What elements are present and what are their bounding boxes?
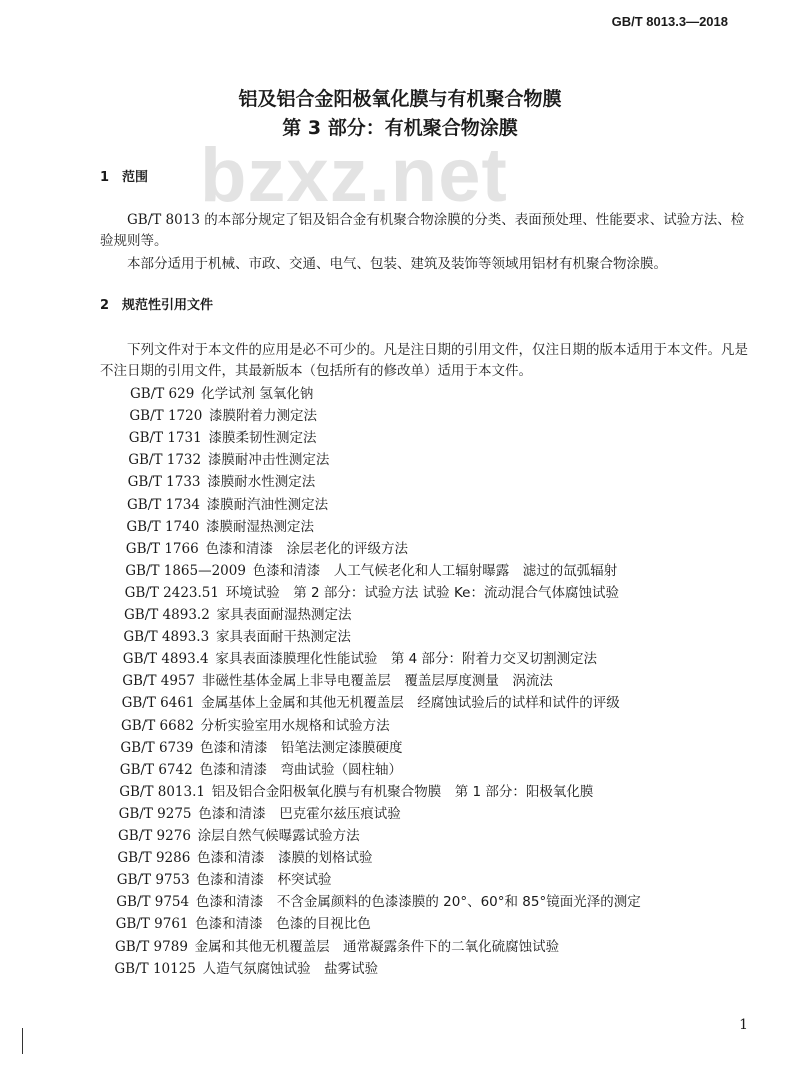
paragraph: 下列文件对于本文件的应用是必不可少的。凡是注日期的引用文件，仅注日期的版本适用于本文件。凡是不注日期的引用文件，其最新版本（包括所有的修改单）适用于本文件。: [100, 342, 748, 379]
reference-item: [119, 780, 593, 800]
reference-code: GB/T 9275: [118, 805, 192, 822]
reference-item: [120, 758, 402, 778]
reference-title: 金属和其他无机覆盖层 通常凝露条件下的二氧化硫腐蚀试验: [194, 938, 560, 955]
reference-item: [114, 957, 378, 977]
section-2-heading: [100, 294, 213, 313]
reference-item: [121, 714, 390, 734]
reference-item: [118, 824, 360, 844]
reference-title: 色漆和清漆 人工气候老化和人工辐射曝露 滤过的氙弧辐射: [252, 562, 618, 579]
reference-item: [117, 868, 332, 888]
reference-item: [130, 382, 313, 402]
reference-title: 色漆和清漆 杯突试验: [196, 872, 332, 889]
paragraph: GB/T 8013 的本部分规定了铝及铝合金有机聚合物涂膜的分类、表面预处理、性能要求、试验方法、检验规则等。: [100, 212, 745, 249]
reference-item: [126, 515, 314, 535]
reference-title: 化学试剂 氢氧化钠: [201, 386, 314, 402]
reference-code: GB/T 8013.1: [119, 783, 205, 800]
reference-code: GB/T 4957: [122, 673, 196, 690]
reference-item: [115, 935, 559, 955]
reference-item: [125, 581, 619, 601]
reference-code: GB/T 9754: [116, 894, 190, 911]
reference-item: [125, 559, 617, 579]
reference-title: 色漆和清漆 巴克霍尔兹压痕试验: [198, 805, 401, 822]
reference-code: GB/T 9753: [116, 872, 190, 889]
reference-code: GB/T 1732: [128, 452, 202, 469]
reference-title: 家具表面耐干热测定法: [215, 629, 351, 646]
reference-code: GB/T 9761: [115, 916, 189, 933]
section-1-heading: [100, 166, 148, 185]
section-title: 范围: [122, 170, 149, 185]
reference-item: [128, 448, 329, 468]
reference-item: [129, 426, 317, 446]
document-subtitle: 第 3 部分：有机聚合物涂膜: [282, 117, 518, 139]
reference-code: GB/T 629: [130, 386, 195, 402]
reference-item: [116, 890, 641, 910]
reference-code: GB/T 6739: [120, 739, 194, 756]
reference-title: 金属基体上金属和其他无机覆盖层 经腐蚀试验后的试样和试件的评级: [201, 695, 620, 712]
section-number: 1: [100, 170, 110, 185]
reference-title: 非磁性基体金属上非导电覆盖层 覆盖层厚度测量 涡流法: [201, 673, 553, 690]
reference-code: GB/T 1734: [127, 496, 200, 513]
watermark: bzxz.net: [200, 133, 508, 218]
reference-title: 分析实验室用水规格和试验方法: [200, 717, 390, 734]
section-title: 规范性引用文件: [122, 298, 214, 313]
document-title: 铝及铝合金阳极氧化膜与有机聚合物膜: [238, 88, 562, 110]
reference-title: 环境试验 第 2 部分：试验方法 试验 Ke：流动混合气体腐蚀试验: [225, 584, 619, 601]
reference-title: 漆膜耐冲击性测定法: [207, 452, 330, 469]
margin-mark: [22, 1028, 23, 1054]
reference-item: [124, 603, 352, 623]
reference-code: GB/T 4893.2: [124, 607, 210, 623]
reference-code: GB/T 2423.51: [124, 584, 219, 601]
reference-item: [123, 647, 597, 667]
standard-code: GB/T 8013.3—2018: [611, 14, 728, 29]
reference-item: [129, 404, 317, 424]
reference-title: 色漆和清漆 铅笔法测定漆膜硬度: [200, 739, 403, 756]
reference-item: [117, 846, 372, 866]
reference-item: [128, 470, 316, 490]
reference-code: GB/T 9789: [115, 938, 188, 955]
reference-code: GB/T 1733: [127, 474, 201, 491]
reference-title: 漆膜耐水性测定法: [207, 474, 316, 491]
reference-title: 铝及铝合金阳极氧化膜与有机聚合物膜 第 1 部分：阳极氧化膜: [211, 783, 594, 800]
reference-item: [127, 493, 328, 513]
reference-title: 漆膜柔韧性测定法: [208, 430, 317, 447]
reference-item: [116, 912, 371, 932]
reference-title: 漆膜耐汽油性测定法: [206, 496, 329, 513]
reference-title: 色漆和清漆 不含金属颜料的色漆漆膜的 20°、60°和 85°镜面光泽的测定: [195, 894, 641, 911]
reference-title: 人造气氛腐蚀试验 盐雾试验: [202, 960, 379, 977]
reference-code: GB/T 9276: [118, 828, 191, 844]
reference-code: GB/T 6742: [119, 761, 193, 778]
reference-item: [122, 669, 553, 689]
reference-code: GB/T 1720: [129, 408, 203, 425]
reference-item: [119, 802, 401, 822]
reference-item: [123, 625, 351, 645]
section-number: 2: [100, 298, 110, 313]
reference-title: 色漆和清漆 漆膜的划格试验: [197, 850, 373, 867]
reference-title: 家具表面耐湿热测定法: [216, 607, 352, 623]
reference-code: GB/T 6682: [121, 717, 194, 734]
paragraph: 本部分适用于机械、市政、交通、电气、包装、建筑及装饰等领域用铝材有机聚合物涂膜。: [127, 256, 667, 272]
reference-item: [122, 691, 620, 711]
reference-title: 家具表面漆膜理化性能试验 第 4 部分：附着力交叉切割测定法: [215, 651, 598, 668]
reference-code: GB/T 1865—2009: [125, 562, 246, 579]
reference-code: GB/T 10125: [114, 960, 196, 977]
reference-code: GB/T 1731: [128, 430, 202, 447]
reference-code: GB/T 1766: [125, 540, 199, 557]
reference-title: 漆膜耐湿热测定法: [206, 518, 315, 535]
reference-title: 漆膜附着力测定法: [209, 408, 318, 425]
reference-title: 涂层自然气候曝露试验方法: [197, 828, 360, 844]
reference-title: 色漆和清漆 弯曲试验（圆柱轴）: [199, 761, 402, 778]
reference-title: 色漆和清漆 涂层老化的评级方法: [205, 540, 408, 557]
page-number: 1: [739, 1017, 748, 1033]
reference-code: GB/T 4893.3: [123, 629, 210, 646]
reference-code: GB/T 9286: [117, 850, 191, 867]
reference-code: GB/T 4893.4: [122, 651, 209, 668]
reference-code: GB/T 6461: [121, 695, 195, 712]
reference-item: [126, 537, 408, 557]
reference-code: GB/T 1740: [126, 518, 200, 535]
reference-item: [120, 736, 402, 756]
reference-title: 色漆和清漆 色漆的目视比色: [195, 916, 371, 933]
